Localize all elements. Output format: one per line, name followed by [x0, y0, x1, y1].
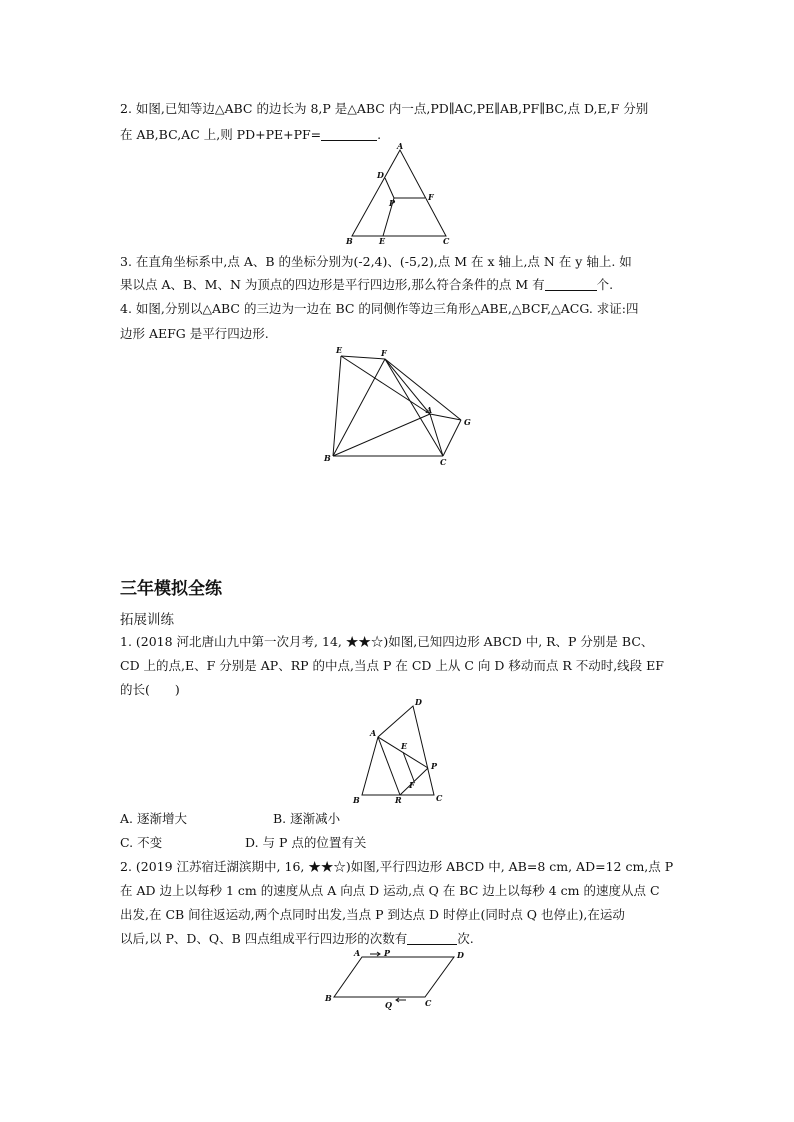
p2-label-a: A — [354, 948, 361, 958]
q4-segment-ef — [341, 356, 385, 359]
q4-label-e: E — [336, 345, 343, 355]
q4-segment-fc — [385, 359, 443, 456]
q4-label-a: A — [426, 405, 433, 415]
p1-segment-ar — [378, 737, 400, 795]
p1-label-c: C — [436, 793, 443, 803]
q2-label-c: C — [443, 236, 450, 246]
q4-line-2: 边形 AEFG 是平行四边形. — [120, 326, 269, 341]
section-title: 三年模拟全练 — [120, 579, 222, 599]
q4-label-f: F — [381, 348, 387, 358]
p2-label-c: C — [425, 998, 432, 1008]
p2-label-b: B — [325, 993, 332, 1003]
p1-label-a: A — [370, 728, 377, 738]
q4-segment-ag — [430, 414, 461, 420]
p2-line-1: 2. (2019 江苏宿迁湖滨期中, 16, ★★☆)如图,平行四边形 ABCD 中, AB=8 cm, AD=12 cm,点 P — [120, 859, 674, 874]
p1-quadrilateral-abcd — [362, 706, 434, 795]
p2-label-q: Q — [385, 1000, 392, 1010]
q3-line-2-end: 个. — [596, 277, 614, 292]
q4-figure — [322, 343, 482, 468]
q2-label-d: D — [377, 170, 384, 180]
q2-label-p: P — [389, 198, 396, 208]
q3-line-2 — [120, 275, 613, 295]
q4-segment-ba — [333, 414, 430, 456]
q4-segment-fg — [385, 359, 461, 420]
p2-line-4 — [120, 929, 474, 949]
p1-line-2: CD 上的点,E、F 分别是 AP、RP 的中点,当点 P 在 CD 上从 C 向 D 移动而点 R 不动时,线段 EF — [120, 658, 664, 673]
q2-figure — [342, 141, 462, 246]
p1-figure — [345, 695, 460, 805]
p1-label-b: B — [353, 795, 360, 805]
p1-label-d: D — [415, 697, 422, 707]
q3-answer-blank[interactable] — [545, 276, 597, 291]
p2-line-4-end: 次. — [457, 931, 474, 946]
p1-option-a[interactable]: A. 逐渐增大 — [120, 811, 187, 826]
q2-label-a: A — [397, 141, 404, 151]
q4-segment-be — [333, 356, 341, 456]
q4-line-1: 4. 如图,分别以△ABC 的三边为一边在 BC 的同侧作等边三角形△ABE,△BCF,△ACG. 求证:四 — [120, 301, 639, 316]
p1-option-b[interactable]: B. 逐渐减小 — [273, 811, 341, 826]
p2-figure — [322, 950, 472, 1010]
q4-segment-fa — [385, 359, 433, 415]
p2-line-3: 出发,在 CB 间往返运动,两个点同时出发,当点 P 到达点 D 时停止(同时点 Q 也停止),在运动 — [120, 907, 625, 922]
p1-label-r: R — [395, 795, 402, 805]
q2-line-1: 2. 如图,已知等边△ABC 的边长为 8,P 是△ABC 内一点,PD∥AC,PE∥AB,PF∥BC,点 D,E,F 分别 — [120, 101, 649, 116]
q2-line-2-end: . — [377, 127, 382, 142]
q2-line-2-text: 在 AB,BC,AC 上,则 PD+PE+PF= — [120, 127, 322, 142]
section-subtitle: 拓展训练 — [120, 612, 174, 628]
q2-line-2 — [120, 125, 381, 145]
q2-segment-dp — [385, 178, 394, 198]
q4-label-c: C — [440, 457, 447, 467]
q2-label-b: B — [346, 236, 353, 246]
q2-label-f: F — [428, 192, 434, 202]
p2-answer-blank[interactable] — [407, 930, 457, 945]
p1-label-e: E — [401, 741, 408, 751]
p1-option-d[interactable]: D. 与 P 点的位置有关 — [245, 835, 367, 850]
q4-segment-bf — [333, 359, 385, 456]
p2-label-d: D — [457, 950, 464, 960]
p2-parallelogram-abcd — [334, 957, 454, 997]
p1-line-3: 的长( ) — [120, 682, 180, 697]
p2-label-p: P — [384, 948, 391, 958]
p1-line-1: 1. (2018 河北唐山九中第一次月考, 14, ★★☆)如图,已知四边形 ABCD 中, R、P 分别是 BC、 — [120, 634, 654, 649]
q3-line-2-text: 果以点 A、B、M、N 为顶点的四边形是平行四边形,那么符合条件的点 M 有 — [120, 277, 545, 292]
p1-label-p: P — [431, 761, 438, 771]
p2-line-2: 在 AD 边上以每秒 1 cm 的速度从点 A 向点 D 运动,点 Q 在 BC 边上以每秒 4 cm 的速度从点 C — [120, 883, 660, 898]
q4-label-g: G — [464, 417, 471, 427]
q3-line-1: 3. 在直角坐标系中,点 A、B 的坐标分别为(-2,4)、(-5,2),点 M 在 x 轴上,点 N 在 y 轴上. 如 — [120, 254, 632, 269]
q4-label-b: B — [324, 453, 331, 463]
p2-line-4-text: 以后,以 P、D、Q、B 四点组成平行四边形的次数有 — [120, 931, 408, 946]
q2-label-e: E — [379, 236, 386, 246]
q4-segment-gc — [443, 420, 461, 456]
p1-option-c[interactable]: C. 不变 — [120, 835, 163, 850]
q4-segment-ac — [430, 414, 443, 456]
q2-answer-blank[interactable] — [321, 126, 377, 141]
p1-label-f: F — [409, 780, 415, 790]
